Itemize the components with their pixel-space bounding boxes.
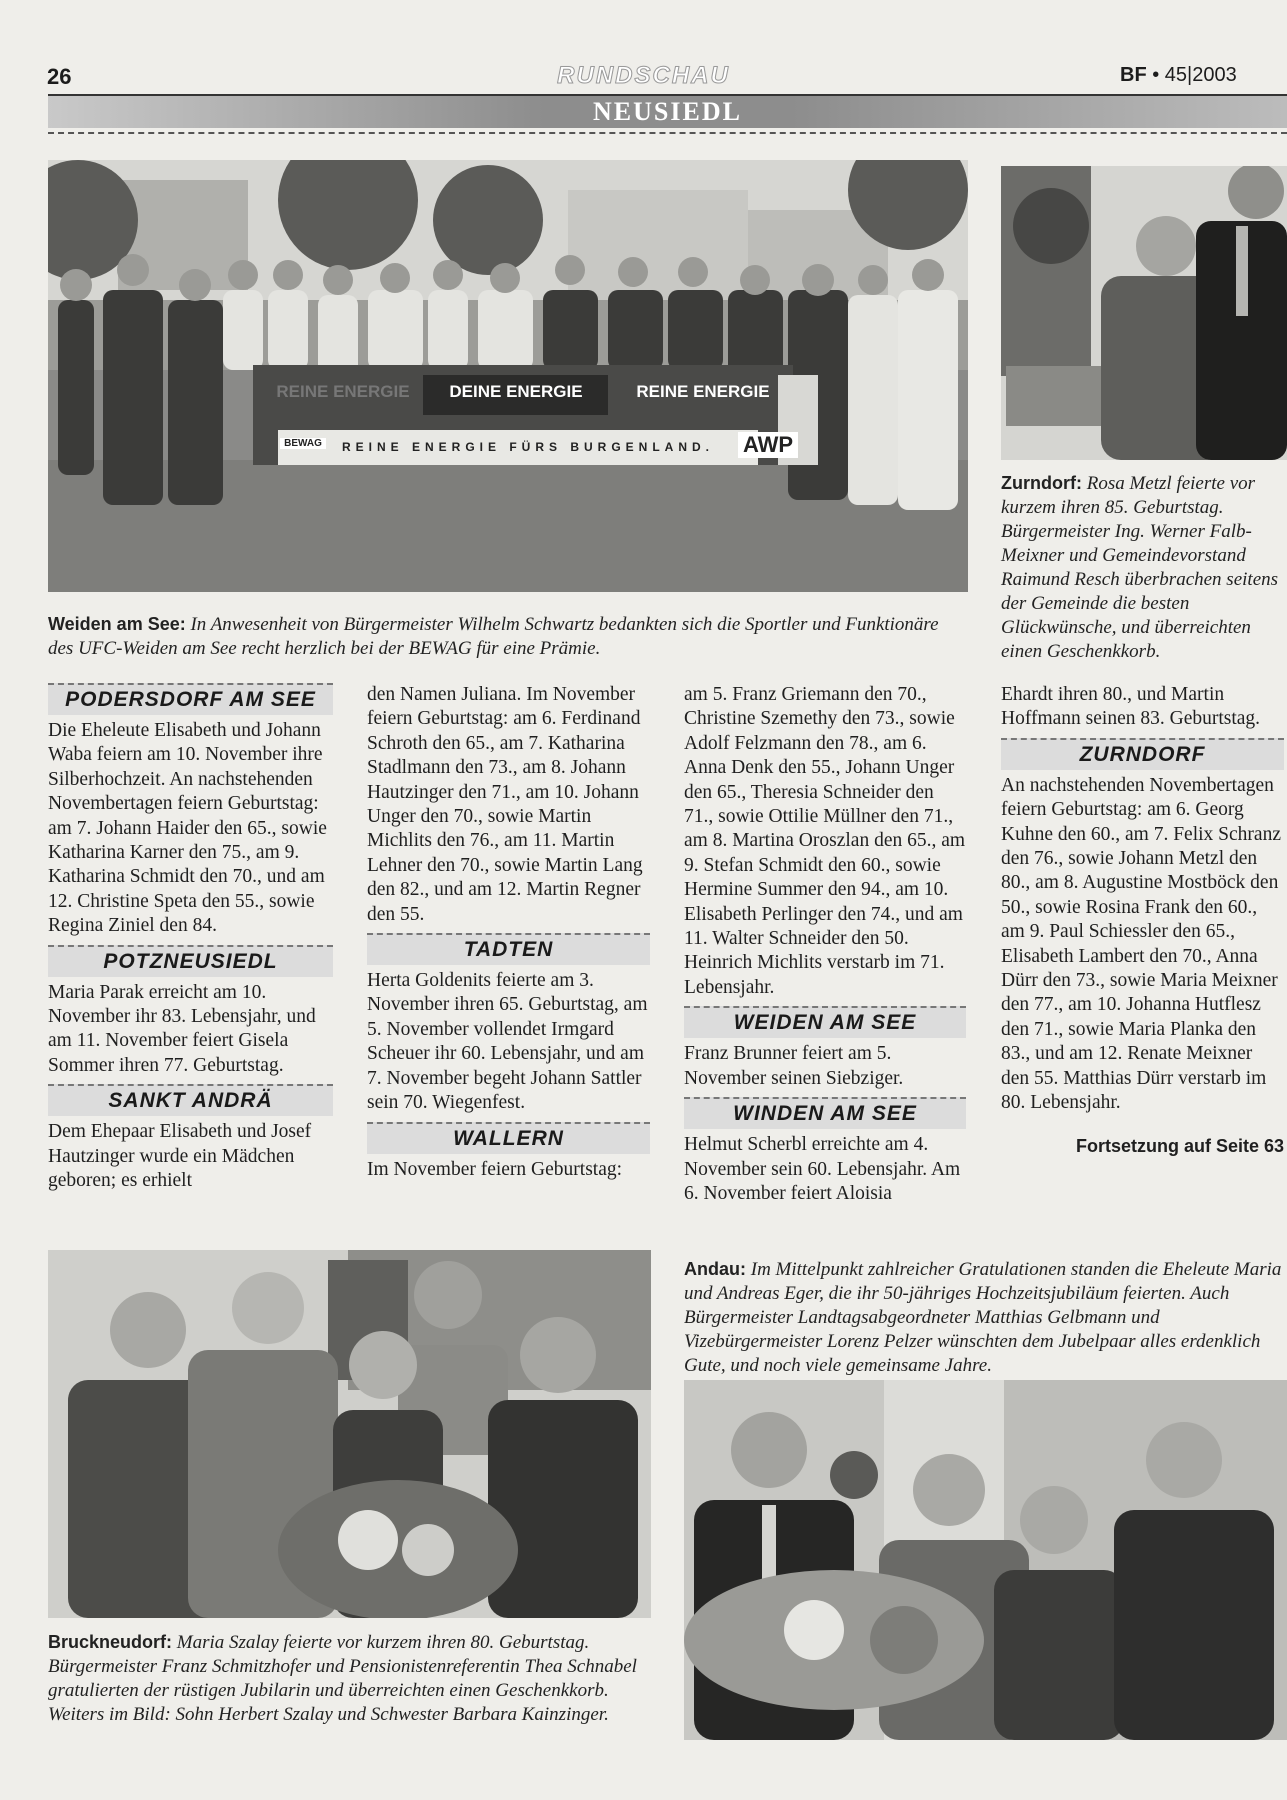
text-podersdorf: Die Eheleute Elisabeth und Johann Waba feiern am 10. November ihre Silberhochzeit. An nachstehenden Novembertagen feiern Geburtstag: am 7. Johann Haider den 65., sowie Katharina Karner den 75., am 9. Katharina Schmidt den 70., und am 12. Christine Speta den 55., sowie Regina Ziniel den 84. — [48, 720, 327, 937]
banner-deine-energie: DEINE ENERGIE — [449, 382, 583, 401]
photo-andau-scene — [684, 1380, 1287, 1740]
heading-podersdorf: PODERSDORF AM SEE — [48, 683, 333, 715]
caption-zurndorf-place: Zurndorf: — [1001, 473, 1082, 493]
text-winden-cont: Ehardt ihren 80., und Martin Hoffmann seinen 83. Geburtstag. — [1001, 684, 1261, 730]
issue-number: 45|2003 — [1164, 64, 1237, 86]
column-2 — [367, 683, 650, 1182]
heading-wallern: WALLERN — [367, 1122, 650, 1154]
photo-zurndorf-scene — [1001, 166, 1287, 460]
text-wallern-cont: am 5. Franz Griemann den 70., Christine Szemethy den 73., sowie Adolf Felzmann den 78., am 6. Anna Denk den 55., Johann Unger den 65., Theresia Schneider den 71., sowie Ottilie Müllner den 71., am 8. Martina Oroszlan den 65., am 9. Stefan Schmidt den 60., sowie Hermine Summer den 94., am 10. Elisabeth Perlinger den 74., und am 11. Walter Schneider den 50. Heinrich Michlits verstarb im 71. Lebensjahr. — [684, 684, 966, 998]
heading-sankt-andrae: SANKT ANDRÄ — [48, 1084, 333, 1116]
caption-andau-place: Andau: — [684, 1259, 746, 1279]
issue-label: BF • 45|2003 — [1120, 64, 1237, 86]
region-title: NEUSIEDL — [593, 97, 742, 126]
heading-winden: WINDEN AM SEE — [684, 1097, 966, 1129]
photo-zurndorf — [1001, 166, 1287, 460]
text-tadten: Herta Goldenits feierte am 3. November ihren 65. Geburtstag, am 5. November vollendet Irmgard Scheuer ihr 60. Lebensjahr, und am 7. November begeht Johann Sattler sein 70. Wiegenfest. — [367, 970, 648, 1114]
caption-weiden-text: In Anwesenheit von Bürgermeister Wilhelm Schwartz bedankten sich die Sportler und Funktionäre des UFC-Weiden am See recht herzlich bei der BEWAG für eine Prämie. — [48, 614, 939, 659]
caption-zurndorf — [1001, 471, 1284, 664]
text-sankt-andrae: Dem Ehepaar Elisabeth und Josef Hautzinger wurde ein Mädchen geboren; es erhielt — [48, 1121, 312, 1192]
caption-zurndorf-text: Rosa Metzl feierte vor kurzem ihren 85. Geburtstag. Bürgermeister Ing. Werner Falb-Meixner und Gemeindevorstand Raimund Resch überbrachen seitens der Gemeinde die besten Glückwünsche, und überreichten einen Geschenkkorb. — [1001, 473, 1279, 662]
page-number: 26 — [47, 64, 72, 89]
caption-bruckneudorf-place: Bruckneudorf: — [48, 1632, 173, 1652]
heading-zurndorf: ZURNDORF — [1001, 738, 1284, 770]
banner-strip: REINE ENERGIE FÜRS BURGENLAND. — [341, 440, 715, 454]
column-1 — [48, 683, 333, 1194]
caption-bruckneudorf — [48, 1630, 648, 1727]
text-winden: Helmut Scherbl erreichte am 4. November sein 60. Lebensjahr. Am 6. November feiert Aloisia — [684, 1134, 961, 1204]
text-potzneusiedl: Maria Parak erreicht am 10. November ihr 83. Lebensjahr, und am 11. November feiert Gisela Sommer ihren 77. Geburtstag. — [48, 981, 316, 1076]
photo-weiden-team — [48, 160, 968, 592]
caption-weiden-place: Weiden am See: — [48, 614, 186, 634]
header-divider — [48, 132, 1287, 134]
column-4 — [1001, 683, 1284, 1158]
caption-weiden — [48, 612, 968, 661]
paper-name: BF — [1120, 64, 1147, 86]
awp-logo: AWP — [738, 432, 798, 458]
text-weiden: Franz Brunner feiert am 5. November seinen Siebziger. — [684, 1043, 904, 1089]
sponsor-logo: BEWAG — [280, 438, 326, 449]
text-zurndorf: An nachstehenden Novembertagen feiern Geburtstag: am 6. Georg Kuhne den 60., am 7. Felix Schranz den 76., sowie Johann Metzl den 80., am 8. Augustine Mostböck den 50., sowie Rosina Frank den 60., am 9. Paul Schiessler den 65., Elisabeth Lambert den 70., Anna Dürr den 73., sowie Maria Meixner den 77., am 10. Johanna Hutflesz den 71., sowie Maria Planka den 83., und am 12. Renate Meixner den 55. Matthias Dürr verstarb im 80. Lebensjahr. — [1001, 774, 1281, 1114]
photo-bruckneudorf-scene — [48, 1250, 651, 1618]
caption-andau — [684, 1257, 1284, 1378]
continued-note: Fortsetzung auf Seite 63 — [1075, 1135, 1284, 1156]
heading-tadten: TADTEN — [367, 933, 650, 965]
heading-potzneusiedl: POTZNEUSIEDL — [48, 945, 333, 977]
banner-reine-energie-left: REINE ENERGIE — [276, 382, 410, 401]
column-3 — [684, 683, 966, 1206]
heading-weiden: WEIDEN AM SEE — [684, 1006, 966, 1038]
text-wallern: Im November feiern Geburtstag: — [367, 1158, 623, 1180]
caption-andau-text: Im Mittelpunkt zahlreicher Gratulationen standen die Eheleute Maria und Andreas Eger, die ihr 50-jähriges Hochzeitsjubiläum feierten. Auch Bürgermeister Landtagsabgeordneter Matthias Gelbmann und Vizebürgermeister Lorenz Pelzer wünschten dem Jubelpaar alles erdenklich Gute, und noch viele gemeinsame Jahre. — [684, 1259, 1282, 1376]
caption-bruckneudorf-text: Maria Szalay feierte vor kurzem ihren 80. Geburtstag. Bürgermeister Franz Schmitzhofer und Pensionistenreferentin Thea Schnabel gratulierten der rüstigen Jubilarin und überreichten einen Geschenkkorb. Weiters im Bild: Sohn Herbert Szalay und Schwester Barbara Kainzinger. — [48, 1632, 637, 1725]
photo-andau — [684, 1380, 1287, 1740]
photo-bruckneudorf — [48, 1250, 651, 1618]
section-title: RUNDSCHAU — [557, 62, 730, 89]
banner-reine-energie: REINE ENERGIE — [636, 382, 770, 401]
photo-weiden-scene — [48, 160, 968, 592]
text-sankt-andrae-cont: den Namen Juliana. Im November feiern Geburtstag: am 6. Ferdinand Schroth den 65., am 7. Katharina Stadlmann den 73., am 8. Johann Hautzinger den 71., am 10. Johann Unger den 70., sowie Martin Michlits den 76., am 11. Martin Lehner den 70., sowie Martin Lang den 82., und am 12. Martin Regner den 55. — [367, 684, 643, 925]
region-band — [48, 96, 1287, 128]
